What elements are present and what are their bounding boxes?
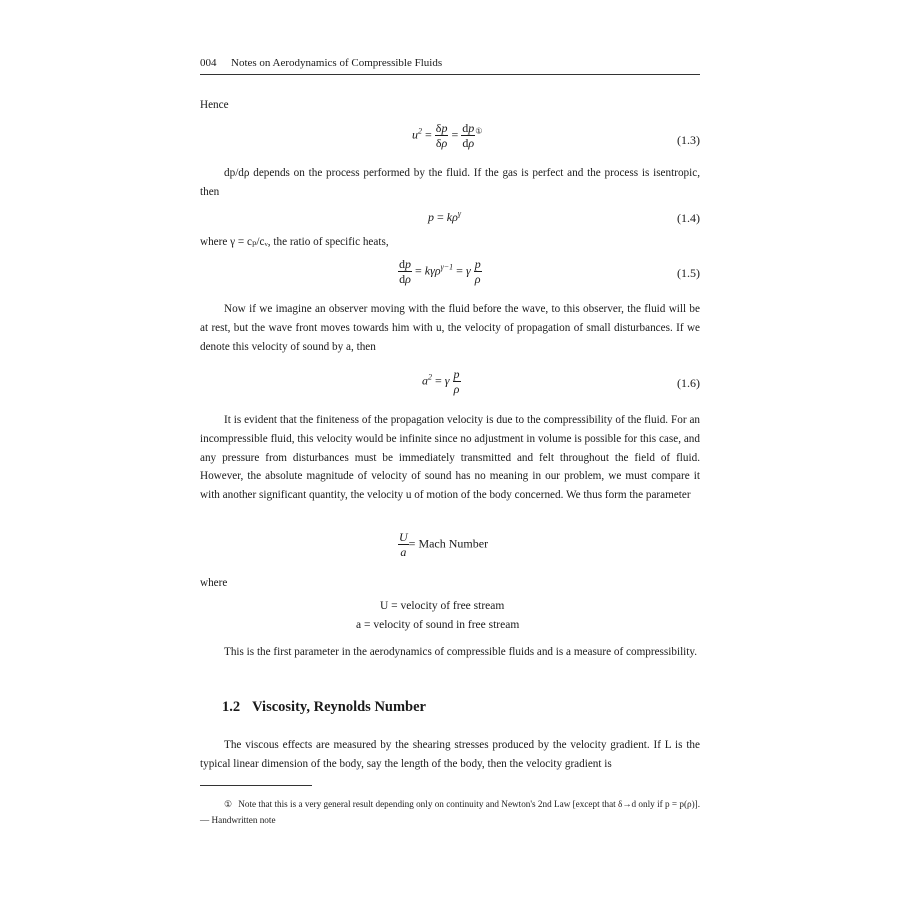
footnote-text: Note that this is a very general result depending only on continuity and Newton's 2nd Law [except that δ→d only if p = p(ρ)]. — Handwritten note — [200, 799, 700, 825]
equation-1-5: $\frac{dp}{d\rho}$ = kγρ$^{\gamma-1}$ = γ $\frac{p}{\rho}$ — [399, 257, 481, 286]
section-title: Viscosity, Reynolds Number — [252, 699, 426, 715]
section-heading — [222, 699, 426, 716]
hence-line: Hence — [200, 99, 229, 111]
paragraph-viscous: The viscous effects are measured by the shearing stresses produced by the velocity gradient. If L is the typical linear dimension of the body, say the length of the body, then the velocity gradient is — [200, 739, 700, 770]
paragraph-first-parameter: This is the first parameter in the aerodynamics of compressible fluids and is a measure of compressibility. — [224, 646, 698, 658]
paragraph-observer: Now if we imagine an observer moving with the fluid before the wave, to this observer, the fluid will be at rest, but the wave front moves towards him with u, the velocity of propagation of small disturbances. If we denote this velocity of sound by a, then — [200, 303, 700, 353]
equation-1-3: $u^2$ = $\frac{\delta p}{\delta\rho}$ = $\frac{dp}{d\rho}$ ① — [412, 121, 483, 150]
equation-number-1-6: (1.6) — [677, 376, 700, 390]
where-gamma-line: where γ = cₚ/cᵥ, the ratio of specific heats, — [200, 236, 389, 248]
paragraph-process: dp/dρ depends on the process performed by the fluid. If the gas is perfect and the process is isentropic, then — [200, 167, 700, 198]
footnote-ref[interactable]: ① — [475, 126, 483, 136]
definition-a: a = velocity of sound in free stream — [356, 619, 520, 631]
equation-1-6: $a^2 = \gamma$ $\frac{p}{\rho}$ — [422, 367, 460, 396]
running-title: Notes on Aerodynamics of Compressible Fluids — [231, 57, 443, 69]
footnote — [200, 796, 700, 828]
header-rule — [200, 74, 700, 75]
equation-number-1-5: (1.5) — [677, 266, 700, 280]
where-line: where — [200, 577, 228, 589]
equation-1-4: $p = k\rho^\gamma$ — [428, 209, 462, 224]
page-number: 004 — [200, 57, 217, 69]
section-number: 1.2 — [222, 699, 241, 715]
definition-U: U = velocity of free stream — [380, 600, 505, 612]
footnote-marker: ① — [224, 799, 233, 809]
equation-number-1-4: (1.4) — [677, 211, 700, 225]
equation-number-1-3: (1.3) — [677, 133, 700, 147]
paragraph-finiteness: It is evident that the finiteness of the propagation velocity is due to the compressibility of the fluid. For an incompressible fluid, this velocity would be infinite since no adjustment in volume is possible for this case, and any pressure from disturbances must be immediately transmitted and felt throughout the field of fluid. However, the absolute magnitude of velocity of sound has no meaning in our problem, we must compare it with another significant quantity, the velocity u of motion of the body concerned. We thus form the parameter — [200, 414, 700, 502]
mach-number-definition: $\frac{U}{a}$ = Mach Number — [399, 530, 489, 559]
mach-number-label: = Mach Number — [408, 536, 489, 551]
footnote-rule — [200, 785, 312, 786]
running-header — [200, 56, 700, 76]
